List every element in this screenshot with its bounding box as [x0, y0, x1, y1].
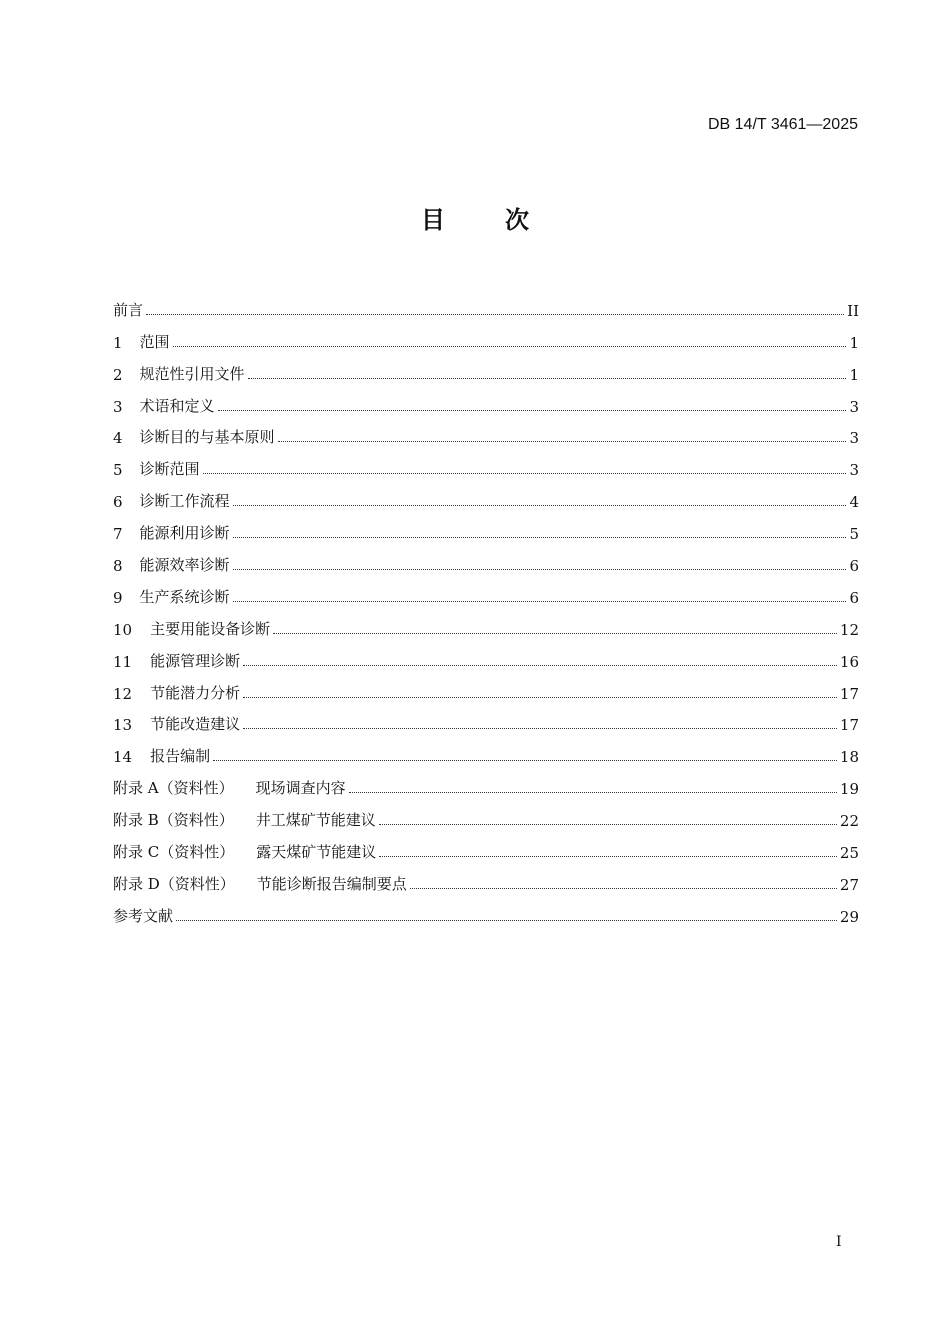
toc-entry-number: 14	[113, 748, 133, 767]
toc-dot-leader	[243, 697, 837, 698]
toc-dot-leader	[233, 537, 847, 538]
toc-entry-label: 规范性引用文件	[139, 364, 245, 383]
toc-entry-page: 22	[839, 812, 859, 831]
toc-entry-page: II	[847, 301, 859, 320]
toc-entry[interactable]	[113, 798, 859, 830]
toc-entry-page: 6	[849, 557, 859, 576]
toc-dot-leader	[278, 441, 847, 442]
toc-entry[interactable]	[113, 830, 859, 862]
toc-entry-label: 井工煤矿节能建议	[255, 811, 376, 830]
toc-dot-leader	[379, 856, 837, 857]
toc-dot-leader	[410, 888, 837, 889]
toc-entry-label: 能源效率诊断	[139, 556, 230, 575]
page-title: 目次	[421, 206, 589, 234]
toc-entry-page: 29	[839, 907, 859, 926]
toc-entry[interactable]	[113, 479, 859, 511]
toc-entry-number: 附录 C（资料性）	[113, 843, 235, 862]
toc-entry-page: 19	[839, 780, 859, 799]
toc-entry-page: 3	[849, 429, 859, 448]
toc-entry-label: 生产系统诊断	[139, 587, 230, 606]
toc-entry-page: 27	[839, 875, 859, 894]
toc-dot-leader	[233, 569, 847, 570]
toc-entry[interactable]	[113, 575, 859, 607]
toc-entry-label: 前言	[113, 300, 144, 319]
toc-entry-page: 18	[839, 748, 859, 767]
toc-entry-page: 3	[849, 461, 859, 480]
toc-entry[interactable]	[113, 511, 859, 543]
toc-entry-number: 2	[113, 365, 123, 384]
toc-entry-page: 17	[839, 716, 859, 735]
toc-entry-number: 13	[113, 716, 133, 735]
toc-entry-label: 诊断工作流程	[139, 492, 230, 511]
toc-entry-page: 17	[839, 684, 859, 703]
toc-entry-page: 16	[839, 652, 859, 671]
toc-entry-number: 5	[113, 461, 123, 480]
toc-entry-page: 12	[839, 620, 859, 639]
toc-entry[interactable]	[113, 703, 859, 735]
toc-entry-number: 附录 A（资料性）	[113, 779, 234, 798]
toc-entry-number: 11	[113, 652, 133, 671]
toc-entry[interactable]	[113, 543, 859, 575]
toc-entry-number: 6	[113, 493, 123, 512]
toc-entry[interactable]	[113, 894, 859, 926]
page-number: I	[836, 1234, 842, 1250]
toc-entry-label: 诊断范围	[139, 460, 200, 479]
toc-entry[interactable]	[113, 734, 859, 766]
toc-dot-leader	[176, 920, 837, 921]
toc-entry[interactable]	[113, 288, 859, 320]
toc-entry-label: 报告编制	[150, 747, 211, 766]
toc-entry[interactable]	[113, 416, 859, 448]
toc-entry-number: 3	[113, 397, 123, 416]
toc-entry-page: 25	[839, 844, 859, 863]
toc-entry[interactable]	[113, 639, 859, 671]
toc-entry[interactable]	[113, 384, 859, 416]
toc-entry-page: 6	[849, 588, 859, 607]
toc-entry-number: 10	[113, 620, 133, 639]
toc-entry-label: 露天煤矿节能建议	[256, 843, 377, 862]
toc-dot-leader	[273, 633, 837, 634]
toc-entry-page: 4	[849, 493, 859, 512]
toc-entry-label: 术语和定义	[139, 396, 215, 415]
toc-entry[interactable]	[113, 862, 859, 894]
toc-entry-number: 附录 B（资料性）	[113, 811, 234, 830]
toc-dot-leader	[173, 346, 847, 347]
toc-entry[interactable]	[113, 352, 859, 384]
toc-dot-leader	[233, 505, 847, 506]
toc-entry-number: 1	[113, 333, 123, 352]
toc-entry-label: 参考文献	[113, 906, 174, 925]
toc-entry-page: 1	[849, 333, 859, 352]
toc-entry[interactable]	[113, 766, 859, 798]
toc-dot-leader	[213, 760, 837, 761]
toc-entry-label: 能源利用诊断	[139, 524, 230, 543]
toc-entry-page: 1	[849, 365, 859, 384]
toc-dot-leader	[146, 314, 844, 315]
toc-entry-label: 节能诊断报告编制要点	[256, 874, 407, 893]
toc-entry[interactable]	[113, 671, 859, 703]
toc-entry-label: 节能改造建议	[150, 715, 241, 734]
toc-dot-leader	[233, 601, 847, 602]
toc-dot-leader	[203, 473, 847, 474]
toc-entry-number: 8	[113, 557, 123, 576]
toc-entry-number: 附录 D（资料性）	[113, 874, 235, 893]
toc-dot-leader	[243, 728, 837, 729]
toc-entry[interactable]	[113, 447, 859, 479]
toc-entry-label: 范围	[139, 332, 170, 351]
toc-entry-label: 能源管理诊断	[150, 651, 241, 670]
toc-entry-page: 3	[849, 397, 859, 416]
toc-entry-number: 9	[113, 588, 123, 607]
standard-code: DB 14/T 3461—2025	[707, 116, 858, 133]
toc-entry-label: 诊断目的与基本原则	[139, 428, 275, 447]
toc-entry-number: 4	[113, 429, 123, 448]
toc-entry-label: 主要用能设备诊断	[150, 619, 271, 638]
toc-entry-number: 12	[113, 684, 133, 703]
toc-dot-leader	[379, 824, 837, 825]
toc-dot-leader	[218, 410, 847, 411]
toc-entry-page: 5	[849, 525, 859, 544]
toc-entry-number: 7	[113, 525, 123, 544]
toc-entry[interactable]	[113, 607, 859, 639]
toc-entry[interactable]	[113, 320, 859, 352]
toc-dot-leader	[248, 378, 847, 379]
toc-entry-label: 节能潜力分析	[150, 683, 241, 702]
table-of-contents	[113, 288, 859, 926]
toc-dot-leader	[349, 792, 837, 793]
toc-entry-label: 现场调查内容	[255, 779, 346, 798]
toc-dot-leader	[243, 665, 837, 666]
